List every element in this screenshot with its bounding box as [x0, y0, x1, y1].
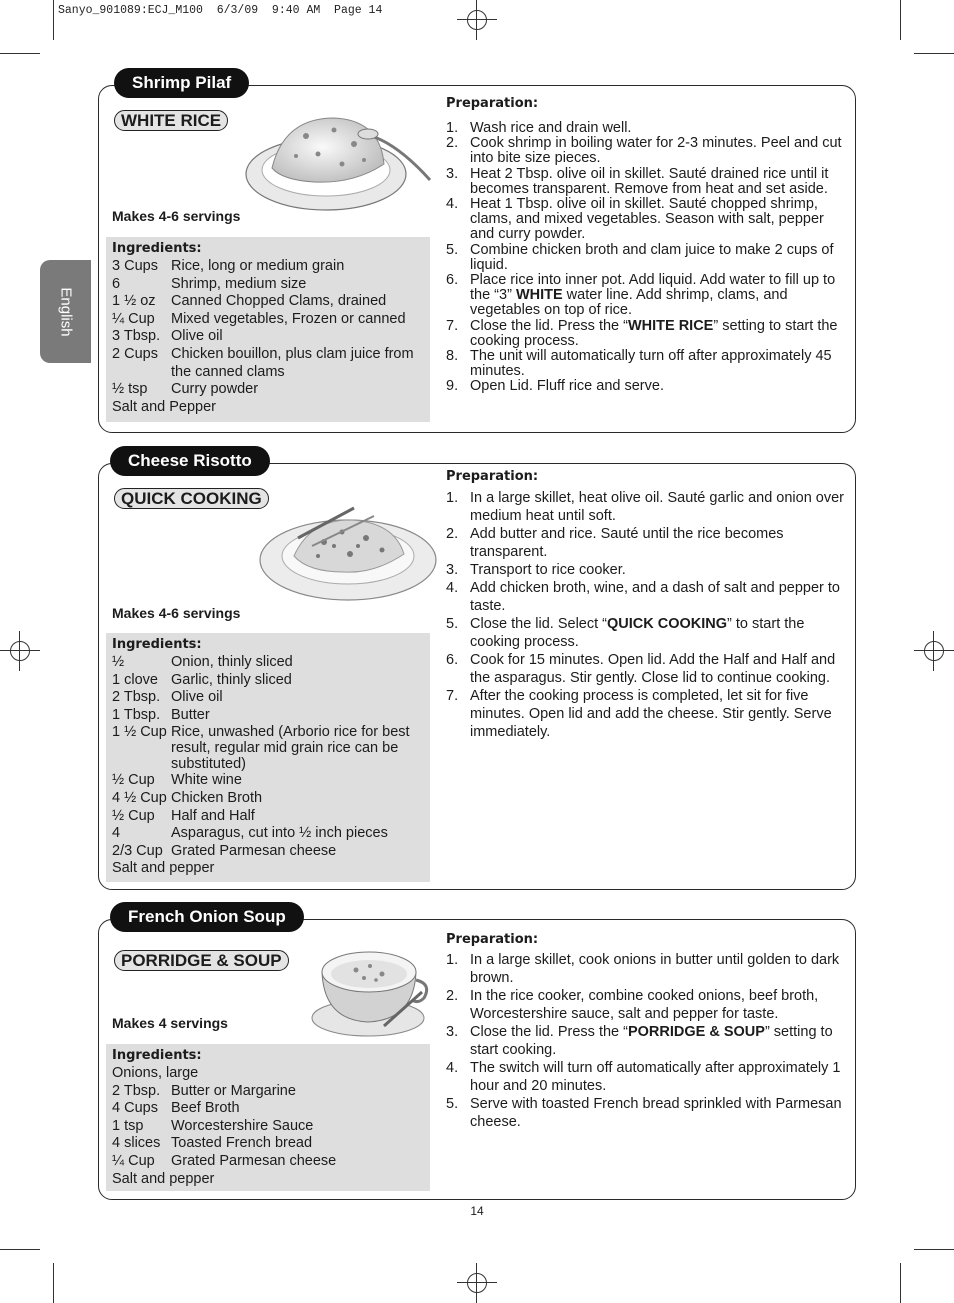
servings-text: Makes 4-6 servings: [112, 605, 241, 621]
registration-mark-icon: [914, 631, 954, 671]
ingredient-name: Rice, long or medium grain: [171, 258, 345, 274]
ingredients-heading: Ingredients:: [112, 1048, 202, 1063]
cooking-setting-badge: QUICK COOKING: [114, 488, 269, 509]
print-slug: Sanyo_901089:ECJ_M100 6/3/09 9:40 AM Page 14: [58, 4, 383, 17]
ingredient-name: Asparagus, cut into ½ inch pieces: [171, 825, 388, 842]
cooking-setting-badge: WHITE RICE: [114, 110, 228, 131]
preparation-step: 4. Add chicken broth, wine, and a dash of salt and pepper to taste.: [446, 579, 851, 615]
ingredient-row: [112, 276, 424, 294]
preparation-step: 2. Add butter and rice. Sauté until the rice becomes transparent.: [446, 525, 851, 561]
ingredient-qty: 1 tsp: [112, 1117, 144, 1134]
ingredient-row: [112, 1135, 424, 1153]
step-text: In a large skillet, heat olive oil. Sauté garlic and onion over medium heat until soft.: [470, 490, 844, 524]
ingredient-qty: 4 ½ Cup: [112, 789, 167, 806]
crop-mark: [0, 53, 40, 54]
language-tab-label: English: [57, 286, 74, 337]
crop-mark: [900, 1263, 901, 1303]
registration-mark-icon: [0, 631, 40, 671]
crop-mark: [53, 1263, 54, 1303]
step-text: Close the lid. Press the “WHITE RICE” setting to start the cooking process.: [470, 317, 838, 349]
ingredient-qty: 1 ½ Cup: [112, 724, 167, 741]
ingredient-name: Garlic, thinly sliced: [171, 671, 292, 688]
ingredient-qty: ½ Cup: [112, 807, 155, 824]
ingredients-panel: [106, 1044, 430, 1191]
ingredient-row: [112, 258, 424, 276]
preparation-step: 3. Transport to rice cooker.: [446, 561, 851, 579]
preparation-step: 1. In a large skillet, heat olive oil. Sauté garlic and onion over medium heat until soft.: [446, 489, 851, 525]
ingredient-name: Worcestershire Sauce: [171, 1117, 314, 1134]
registration-mark-icon: [457, 1263, 497, 1303]
ingredient-qty: 3 Tbsp.: [112, 328, 161, 345]
recipe-title: Shrimp Pilaf: [114, 68, 249, 98]
ingredient-name: Mixed vegetables, Frozen or canned: [171, 310, 406, 327]
preparation-step: 2. Cook shrimp in boiling water for 2-3 minutes. Peel and cut into bite size pieces.: [446, 136, 851, 166]
ingredient-row: [112, 689, 424, 707]
step-text: Add chicken broth, wine, and a dash of salt and pepper to taste.: [470, 580, 840, 614]
page-number: 14: [470, 1204, 484, 1218]
step-text: After the cooking process is completed, let sit for five minutes. Open lid and add the cheese. Stir gently. Serve immediately.: [470, 688, 832, 740]
ingredient-qty: 3 Cups: [112, 258, 158, 274]
preparation-section: [446, 95, 851, 395]
preparation-step: 8. The unit will automatically turn off after approximately 45 minutes.: [446, 349, 851, 379]
ingredient-row: [112, 724, 424, 772]
step-text: Heat 2 Tbsp. olive oil in skillet. Sauté drained rice until it becomes transparent. Remove from heat and set aside.: [470, 165, 829, 197]
recipe-title: French Onion Soup: [110, 902, 304, 932]
servings-text: Makes 4 servings: [112, 1015, 228, 1031]
ingredient-name: White wine: [171, 772, 242, 789]
ingredient-row: [112, 399, 424, 417]
ingredient-qty: 6: [112, 275, 121, 292]
preparation-section: [446, 931, 851, 1131]
preparation-step: 7. Close the lid. Press the “WHITE RICE” setting to start the cooking process.: [446, 319, 851, 349]
ingredient-row: [112, 346, 424, 381]
ingredients-panel: [106, 633, 430, 882]
preparation-step: 1. Wash rice and drain well.: [446, 121, 851, 136]
recipe-title: Cheese Risotto: [110, 446, 270, 476]
crop-mark: [914, 1249, 954, 1250]
preparation-step: 5. Serve with toasted French bread sprinkled with Parmesan cheese.: [446, 1095, 851, 1131]
ingredient-name: Grated Parmesan cheese: [171, 1152, 337, 1169]
step-text: In the rice cooker, combine cooked onions, beef broth, Worcestershire sauce, salt and pepper for taste.: [470, 988, 819, 1022]
ingredient-row: [112, 1171, 424, 1189]
ingredient-name: Olive oil: [171, 328, 223, 345]
step-text: Add butter and rice. Sauté until the rice becomes transparent.: [470, 526, 784, 560]
ingredient-name: Rice, unwashed (Arborio rice for best result, regular mid grain rice can be substituted): [171, 724, 410, 773]
rice-bowl-illustration: [244, 104, 436, 214]
ingredient-qty: 1 Tbsp.: [112, 706, 161, 723]
soup-cup-illustration: [304, 934, 438, 1042]
preparation-heading: Preparation:: [446, 469, 539, 484]
servings-text: Makes 4-6 servings: [112, 208, 241, 224]
ingredient-row: [112, 381, 424, 399]
step-text: Transport to rice cooker.: [470, 562, 626, 578]
ingredient-qty: ½: [112, 654, 125, 670]
preparation-step: 5. Close the lid. Select “QUICK COOKING” to start the cooking process.: [446, 615, 851, 651]
ingredient-name: Curry powder: [171, 381, 259, 398]
ingredient-qty: 4 slices: [112, 1135, 161, 1152]
step-text: Cook shrimp in boiling water for 2-3 minutes. Peel and cut into bite size pieces.: [470, 135, 842, 167]
ingredient-qty: 1 ½ oz: [112, 293, 156, 310]
ingredient-row: [112, 1065, 424, 1083]
step-text: Cook for 15 minutes. Open lid. Add the Half and Half and the asparagus. Stir gently. Close lid to continue cooking.: [470, 652, 836, 686]
preparation-step: 4. The switch will turn off automatically after approximately 1 hour and 20 minutes.: [446, 1059, 851, 1095]
step-text: Heat 1 Tbsp. olive oil in skillet. Sauté chopped shrimp, clams, and mixed vegetables. Season with salt, pepper and curry powder.: [470, 196, 824, 243]
ingredient-row: [112, 843, 424, 861]
registration-mark-icon: [457, 0, 497, 40]
preparation-step: 5. Combine chicken broth and clam juice to make 2 cups of liquid.: [446, 243, 851, 273]
ingredient-row: [112, 1083, 424, 1101]
ingredient-qty: 2 Tbsp.: [112, 1082, 161, 1099]
ingredient-row: [112, 772, 424, 790]
risotto-plate-illustration: [254, 498, 438, 604]
preparation-step: 3. Heat 2 Tbsp. olive oil in skillet. Sauté drained rice until it becomes transparent. Remove from heat and set aside.: [446, 167, 851, 197]
step-text: The unit will automatically turn off after approximately 45 minutes.: [470, 348, 832, 380]
ingredients-panel: [106, 237, 430, 422]
ingredient-row: [112, 672, 424, 690]
ingredient-name: Beef Broth: [171, 1100, 240, 1117]
preparation-step: 6. Cook for 15 minutes. Open lid. Add the Half and Half and the asparagus. Stir gently. Close lid to continue cooking.: [446, 651, 851, 687]
ingredient-row: [112, 328, 424, 346]
ingredient-row: [112, 825, 424, 843]
ingredients-heading: Ingredients:: [112, 637, 202, 652]
ingredient-name: Salt and pepper: [112, 1170, 215, 1187]
ingredient-name: Salt and Pepper: [112, 398, 216, 415]
language-tab: [40, 260, 91, 363]
ingredient-name: Chicken bouillon, plus clam juice from the canned clams: [171, 345, 414, 380]
step-text: The switch will turn off automatically after approximately 1 hour and 20 minutes.: [470, 1060, 841, 1094]
step-text: Open Lid. Fluff rice and serve.: [470, 378, 664, 395]
ingredient-name: Canned Chopped Clams, drained: [171, 293, 387, 310]
ingredient-row: [112, 707, 424, 725]
crop-mark: [53, 0, 54, 40]
ingredient-qty: 4: [112, 825, 121, 842]
step-text: Close the lid. Press the “PORRIDGE & SOUP” setting to start cooking.: [470, 1024, 833, 1058]
preparation-step: 3. Close the lid. Press the “PORRIDGE & SOUP” setting to start cooking.: [446, 1023, 851, 1059]
step-text: In a large skillet, cook onions in butter until golden to dark brown.: [470, 952, 840, 986]
preparation-step: 6. Place rice into inner pot. Add liquid. Add water to fill up to the “3” WHITE water line. Add shrimp, clams, and vegetables on top of rice.: [446, 273, 851, 319]
step-text: Serve with toasted French bread sprinkled with Parmesan cheese.: [470, 1096, 842, 1130]
crop-mark: [914, 53, 954, 54]
ingredient-row: [112, 1100, 424, 1118]
ingredient-row: [112, 790, 424, 808]
ingredient-name: Olive oil: [171, 689, 223, 706]
ingredient-qty: 4 Cups: [112, 1100, 158, 1117]
step-text: Combine chicken broth and clam juice to make 2 cups of liquid.: [470, 241, 834, 273]
ingredient-name: Chicken Broth: [171, 789, 263, 806]
ingredient-row: [112, 654, 424, 672]
step-text: Close the lid. Select “QUICK COOKING” to start the cooking process.: [470, 616, 805, 650]
step-text: Wash rice and drain well.: [470, 120, 632, 136]
ingredient-qty: ½ tsp: [112, 381, 148, 398]
ingredient-row: [112, 293, 424, 311]
ingredient-row: [112, 1118, 424, 1136]
preparation-section: [446, 468, 851, 741]
ingredient-row: [112, 860, 424, 878]
ingredient-name: Toasted French bread: [171, 1135, 313, 1152]
ingredient-name: Butter: [171, 706, 210, 723]
ingredient-name: Butter or Margarine: [171, 1082, 296, 1099]
ingredient-qty: ½ Cup: [112, 772, 155, 789]
ingredient-name: Half and Half: [171, 807, 255, 824]
preparation-step: 9. Open Lid. Fluff rice and serve.: [446, 379, 851, 394]
ingredient-qty: 1 clove: [112, 671, 158, 688]
step-text: Place rice into inner pot. Add liquid. Add water to fill up to the “3” WHITE water line. Add shrimp, clams, and vegetables on top of rice.: [470, 272, 836, 319]
cooking-setting-badge: PORRIDGE & SOUP: [114, 950, 289, 971]
ingredient-row: [112, 311, 424, 329]
crop-mark: [0, 1249, 40, 1250]
ingredient-qty: 2 Tbsp.: [112, 689, 161, 706]
ingredient-name: Shrimp, medium size: [171, 275, 307, 292]
ingredient-name: Onions, large: [112, 1065, 199, 1081]
ingredient-row: [112, 1153, 424, 1171]
preparation-heading: Preparation:: [446, 96, 539, 111]
preparation-step: 7. After the cooking process is completed, let sit for five minutes. Open lid and add the cheese. Stir gently. Serve immediately.: [446, 687, 851, 741]
preparation-heading: Preparation:: [446, 932, 539, 947]
ingredient-qty: 2 Cups: [112, 345, 158, 362]
ingredient-row: [112, 808, 424, 826]
ingredient-name: Grated Parmesan cheese: [171, 842, 337, 859]
ingredient-qty: 2/3 Cup: [112, 842, 163, 859]
crop-mark: [900, 0, 901, 40]
ingredient-qty: ¼ Cup: [112, 1152, 155, 1169]
preparation-step: 2. In the rice cooker, combine cooked onions, beef broth, Worcestershire sauce, salt and pepper for taste.: [446, 987, 851, 1023]
ingredient-qty: ¼ Cup: [112, 310, 155, 327]
ingredients-heading: Ingredients:: [112, 241, 202, 256]
preparation-step: 1. In a large skillet, cook onions in butter until golden to dark brown.: [446, 951, 851, 987]
ingredient-name: Onion, thinly sliced: [171, 654, 293, 670]
preparation-step: 4. Heat 1 Tbsp. olive oil in skillet. Sauté chopped shrimp, clams, and mixed vegetables. Season with salt, pepper and curry powder.: [446, 197, 851, 243]
ingredient-name: Salt and pepper: [112, 860, 215, 877]
